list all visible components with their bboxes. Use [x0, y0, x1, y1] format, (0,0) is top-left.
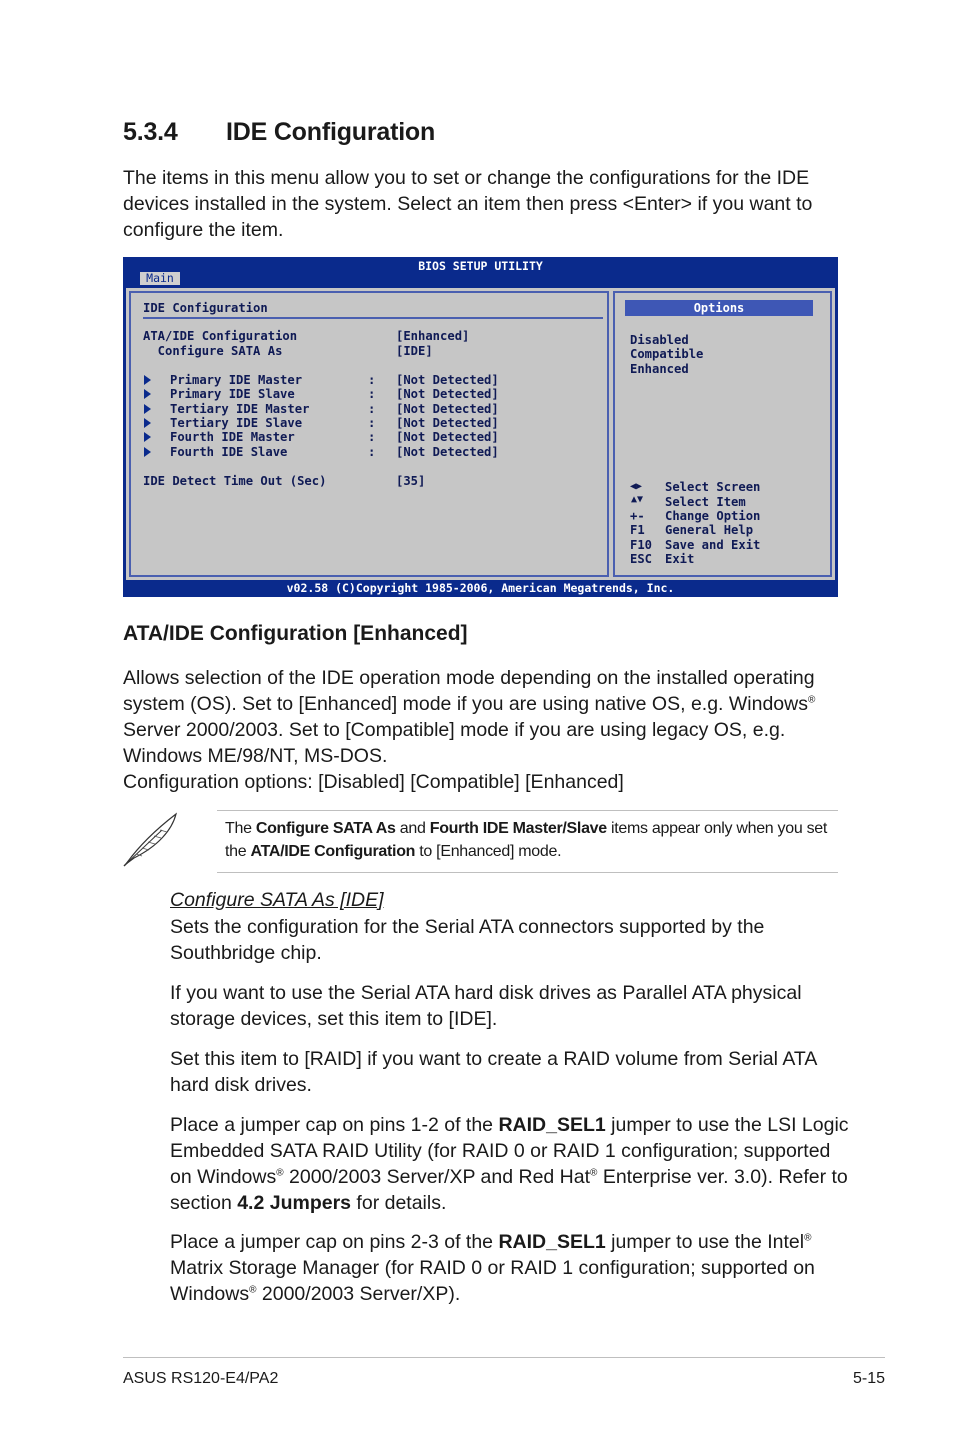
- key-action: Exit: [665, 552, 695, 566]
- device-value: [Not Detected]: [396, 416, 499, 430]
- registered-mark: ®: [808, 694, 816, 706]
- footer-page-number: 5-15: [853, 1370, 886, 1387]
- setting-label[interactable]: IDE Detect Time Out (Sec): [143, 474, 327, 488]
- key-name: ESC: [630, 552, 653, 566]
- options-header: Options: [625, 300, 813, 316]
- section-title: [123, 118, 435, 147]
- intro-paragraph: The items in this menu allow you to set or change the configurations for the IDE devices installed in the system. Select an item then press <Enter> if you want to configure the item.: [123, 167, 813, 241]
- note-bold-part: ATA/IDE Configuration: [250, 843, 416, 860]
- sata-paragraph-2: If you want to use the Serial ATA hard disk drives as Parallel ATA physical storage devices, set this item to [IDE].: [170, 982, 802, 1030]
- note-divider-bottom: [217, 872, 838, 873]
- footer-divider: [123, 1357, 885, 1358]
- device-label[interactable]: Primary IDE Master: [170, 373, 303, 387]
- submenu-arrow-icon: [144, 447, 151, 457]
- tab-main[interactable]: Main: [140, 272, 180, 285]
- up-down-arrows-icon: ▲▼: [631, 494, 644, 505]
- device-value: [Not Detected]: [396, 373, 499, 387]
- key-name: F1: [630, 523, 645, 537]
- key-action: Save and Exit: [665, 538, 761, 552]
- quill-note-icon: [122, 810, 182, 868]
- option-item[interactable]: Disabled: [630, 333, 689, 347]
- note-text-part: items appear only when you set the: [225, 820, 828, 860]
- sata-paragraph-5: [170, 1229, 850, 1307]
- note-divider-top: [217, 810, 838, 811]
- text-part: Place a jumper cap on pins 1-2 of the: [170, 1114, 499, 1136]
- bios-settings-panel: [129, 291, 609, 577]
- device-label[interactable]: Tertiary IDE Master: [170, 402, 310, 416]
- ata-desc-part1: Allows selection of the IDE operation mode depending on the installed operating system (OS). Set to [Enhanced] mode if you are using native OS, e.g. Windows: [123, 667, 815, 715]
- sata-paragraph-1: Sets the configuration for the Serial ATA connectors supported by the Southbridge chip.: [170, 916, 765, 964]
- bold-part: RAID_SEL1: [498, 1114, 606, 1136]
- footer-product: ASUS RS120-E4/PA2: [123, 1370, 279, 1387]
- bios-panel-divider: [143, 317, 603, 319]
- key-action: Change Option: [665, 509, 761, 523]
- bios-panel-title: IDE Configuration: [143, 301, 268, 315]
- device-colon: :: [368, 430, 376, 444]
- bios-screen: [123, 257, 838, 597]
- bios-footer: v02.58 (C)Copyright 1985-2006, American Megatrends, Inc.: [286, 581, 675, 595]
- text-part: Matrix Storage Manager (for RAID 0 or RAID 1 configuration; supported on Windows: [170, 1257, 815, 1305]
- key-name: F10: [630, 538, 653, 552]
- device-value: [Not Detected]: [396, 430, 499, 444]
- text-part: Place a jumper cap on pins 2-3 of the: [170, 1231, 499, 1253]
- device-label[interactable]: Primary IDE Slave: [170, 387, 295, 401]
- device-label[interactable]: Fourth IDE Master: [170, 430, 295, 444]
- submenu-arrow-icon: [144, 418, 151, 428]
- registered-mark: ®: [804, 1232, 812, 1244]
- sata-heading: Configure SATA As [IDE]: [170, 889, 384, 911]
- device-colon: :: [368, 373, 376, 387]
- bold-part: RAID_SEL1: [498, 1231, 606, 1253]
- note-text: [225, 817, 835, 863]
- device-colon: :: [368, 402, 376, 416]
- device-label[interactable]: Tertiary IDE Slave: [170, 416, 303, 430]
- setting-value[interactable]: [IDE]: [396, 344, 433, 358]
- note-bold-part: Configure SATA As: [255, 820, 396, 837]
- text-part: jumper to use the Intel: [605, 1231, 805, 1253]
- text-part: 2000/2003 Server/XP).: [256, 1283, 461, 1305]
- device-colon: :: [368, 416, 376, 430]
- note-text-part: The: [225, 820, 256, 837]
- registered-mark: ®: [249, 1284, 257, 1296]
- ata-desc-part2: Server 2000/2003. Set to [Compatible] mode if you are using legacy OS, e.g. Windows ME/98/NT, MS-DOS.: [123, 719, 786, 767]
- note-text-part: and: [395, 820, 430, 837]
- option-item[interactable]: Compatible: [630, 347, 704, 361]
- section-title-text: IDE Configuration: [226, 118, 436, 146]
- ata-description: [123, 665, 848, 795]
- text-part: for details.: [351, 1192, 447, 1214]
- device-label[interactable]: Fourth IDE Slave: [170, 445, 288, 459]
- sata-paragraph-4: [170, 1112, 850, 1216]
- registered-mark: ®: [590, 1167, 598, 1179]
- bios-title: BIOS SETUP UTILITY: [418, 259, 543, 273]
- text-part: jumper to use the LSI Logic Embedded SATA RAID Utility (for RAID 0 or RAID 1 configuration; supported on Windows: [170, 1114, 849, 1188]
- submenu-arrow-icon: [144, 375, 151, 385]
- device-value: [Not Detected]: [396, 387, 499, 401]
- setting-value[interactable]: [Enhanced]: [396, 329, 470, 343]
- device-colon: :: [368, 387, 376, 401]
- submenu-arrow-icon: [144, 389, 151, 399]
- setting-value[interactable]: [35]: [396, 474, 426, 488]
- note-text-part: to [Enhanced] mode.: [415, 843, 562, 860]
- note-bold-part: Fourth IDE Master/Slave: [429, 820, 607, 837]
- device-value: [Not Detected]: [396, 402, 499, 416]
- sata-paragraph-3: Set this item to [RAID] if you want to create a RAID volume from Serial ATA hard disk drives.: [170, 1048, 817, 1096]
- section-number: 5.3.4: [123, 118, 178, 146]
- option-item[interactable]: Enhanced: [630, 362, 689, 376]
- key-action: General Help: [665, 523, 754, 537]
- setting-label[interactable]: ATA/IDE Configuration: [143, 329, 298, 343]
- key-action: Select Screen: [665, 480, 761, 494]
- device-colon: :: [368, 445, 376, 459]
- text-part: 2000/2003 Server/XP and Red Hat: [283, 1166, 591, 1188]
- text-part: Enterprise ver. 3.0). Refer to section: [170, 1166, 848, 1214]
- device-value: [Not Detected]: [396, 445, 499, 459]
- key-name: +-: [630, 509, 645, 523]
- bios-body: [126, 288, 835, 580]
- registered-mark: ®: [276, 1167, 284, 1179]
- ata-config-options: Configuration options: [Disabled] [Compatible] [Enhanced]: [123, 771, 624, 793]
- key-action: Select Item: [665, 495, 746, 509]
- bios-help-panel: [613, 291, 832, 577]
- submenu-arrow-icon: [144, 404, 151, 414]
- submenu-arrow-icon: [144, 432, 151, 442]
- ata-heading: ATA/IDE Configuration [Enhanced]: [123, 622, 468, 645]
- bold-part: 4.2 Jumpers: [237, 1192, 352, 1214]
- setting-label[interactable]: Configure SATA As: [143, 344, 283, 358]
- left-right-arrows-icon: ◀▶: [630, 481, 643, 492]
